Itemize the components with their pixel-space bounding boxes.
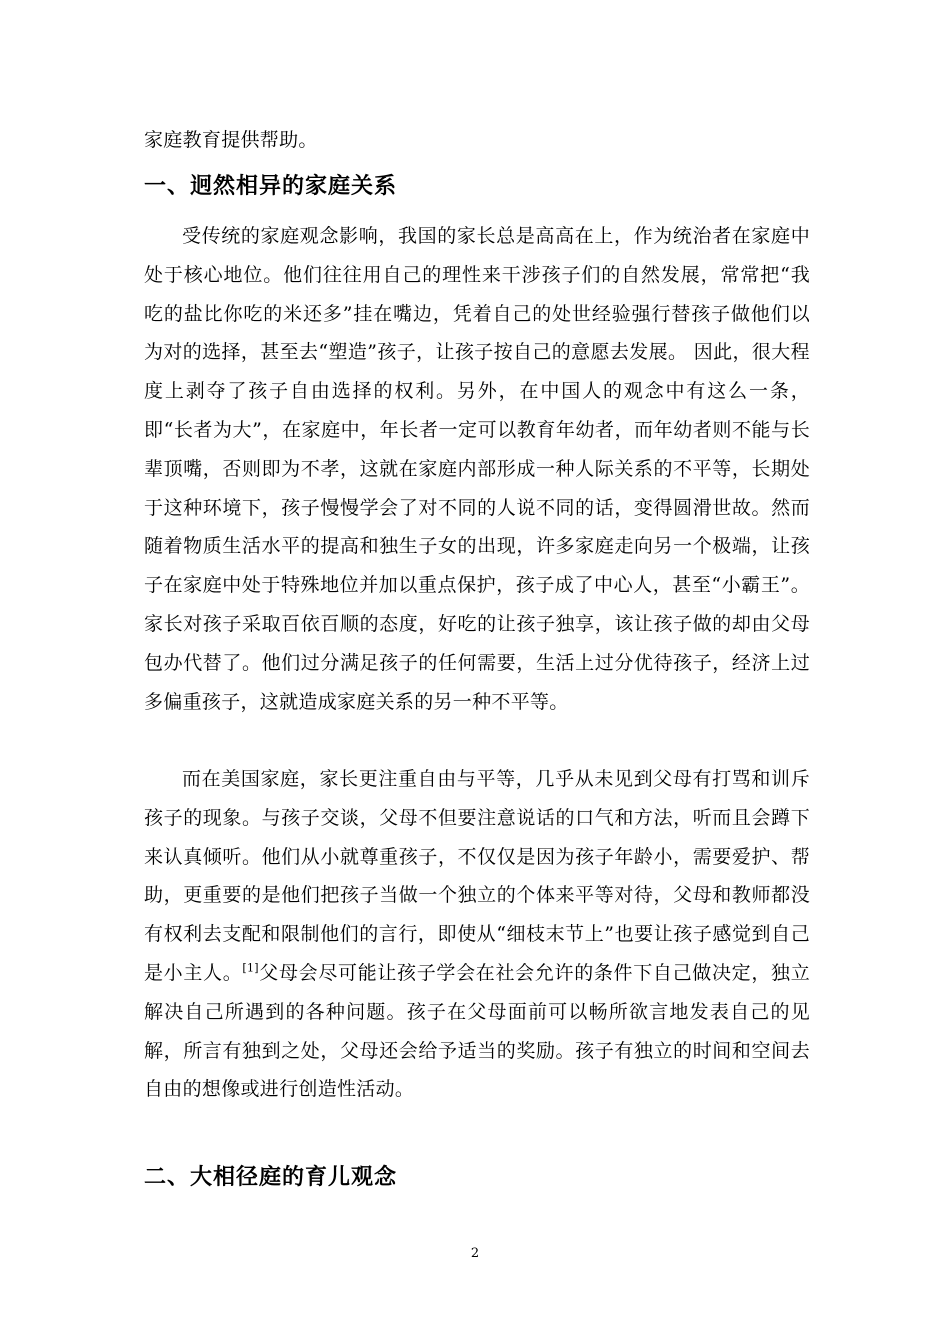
paragraph-2-text-a: 而在美国家庭，家长更注重自由与平等，几乎从未见到父母有打骂和训斥孩子的现象。与孩子交谈，父母不但要注意说话的口气和方法，听而且会蹲下来认真倾听。他们从小就尊重孩子，不仅仅是因为孩子年龄小，需要爱护、帮助，更重要的是他们把孩子当做一个独立的个体来平等对待，父母和教师都没有权利去支配和限制他们的言行，即使从“细枝末节上”也要让孩子感觉到自己是小主人。 xyxy=(144,768,810,984)
page-number: 2 xyxy=(470,1246,480,1261)
section-heading-2: 二、大相径庭的育儿观念 xyxy=(144,1165,398,1190)
paragraph-2 xyxy=(144,760,810,1109)
citation-marker: [1] xyxy=(242,961,259,975)
section-heading-1: 一、迥然相异的家庭关系 xyxy=(144,174,398,199)
paragraph-1: 受传统的家庭观念影响，我国的家长总是高高在上，作为统治者在家庭中处于核心地位。他们往往用自己的理性来干涉孩子们的自然发展，常常把“我吃的盐比你吃的米还多”挂在嘴边，凭着自己的处世经验强行替孩子做他们以为对的选择，甚至去“塑造”孩子，让孩子按自己的意愿去发展。 因此，很大程度上剥夺了孩子自由选择的权利。另外，在中国人的观念中有这么一条，即“长者为大”，在家庭中，年长者一定可以教育年幼者，而年幼者则不能与长辈顶嘴，否则即为不孝，这就在家庭内部形成一种人际关系的不平等，长期处于这种环境下，孩子慢慢学会了对不同的人说不同的话，变得圆滑世故。然而随着物质生活水平的提高和独生子女的出现，许多家庭走向另一个极端，让孩子在家庭中处于特殊地位并加以重点保护，孩子成了中心人，甚至“小霸王”。家长对孩子采取百依百顺的态度，好吃的让孩子独享，该让孩子做的却由父母包办代替了。他们过分满足孩子的任何需要，生活上过分优待孩子，经济上过多偏重孩子，这就造成家庭关系的另一种不平等。 xyxy=(144,225,810,713)
continuation-line: 家庭教育提供帮助。 xyxy=(144,129,318,151)
paragraph-2-text-b: 父母会尽可能让孩子学会在社会允许的条件下自己做决定，独立解决自己所遇到的各种问题。孩子在父母面前可以畅所欲言地发表自己的见解，所言有独到之处，父母还会给予适当的奖励。孩子有独立的时间和空间去自由的想像或进行创造性活动。 xyxy=(144,961,810,1101)
